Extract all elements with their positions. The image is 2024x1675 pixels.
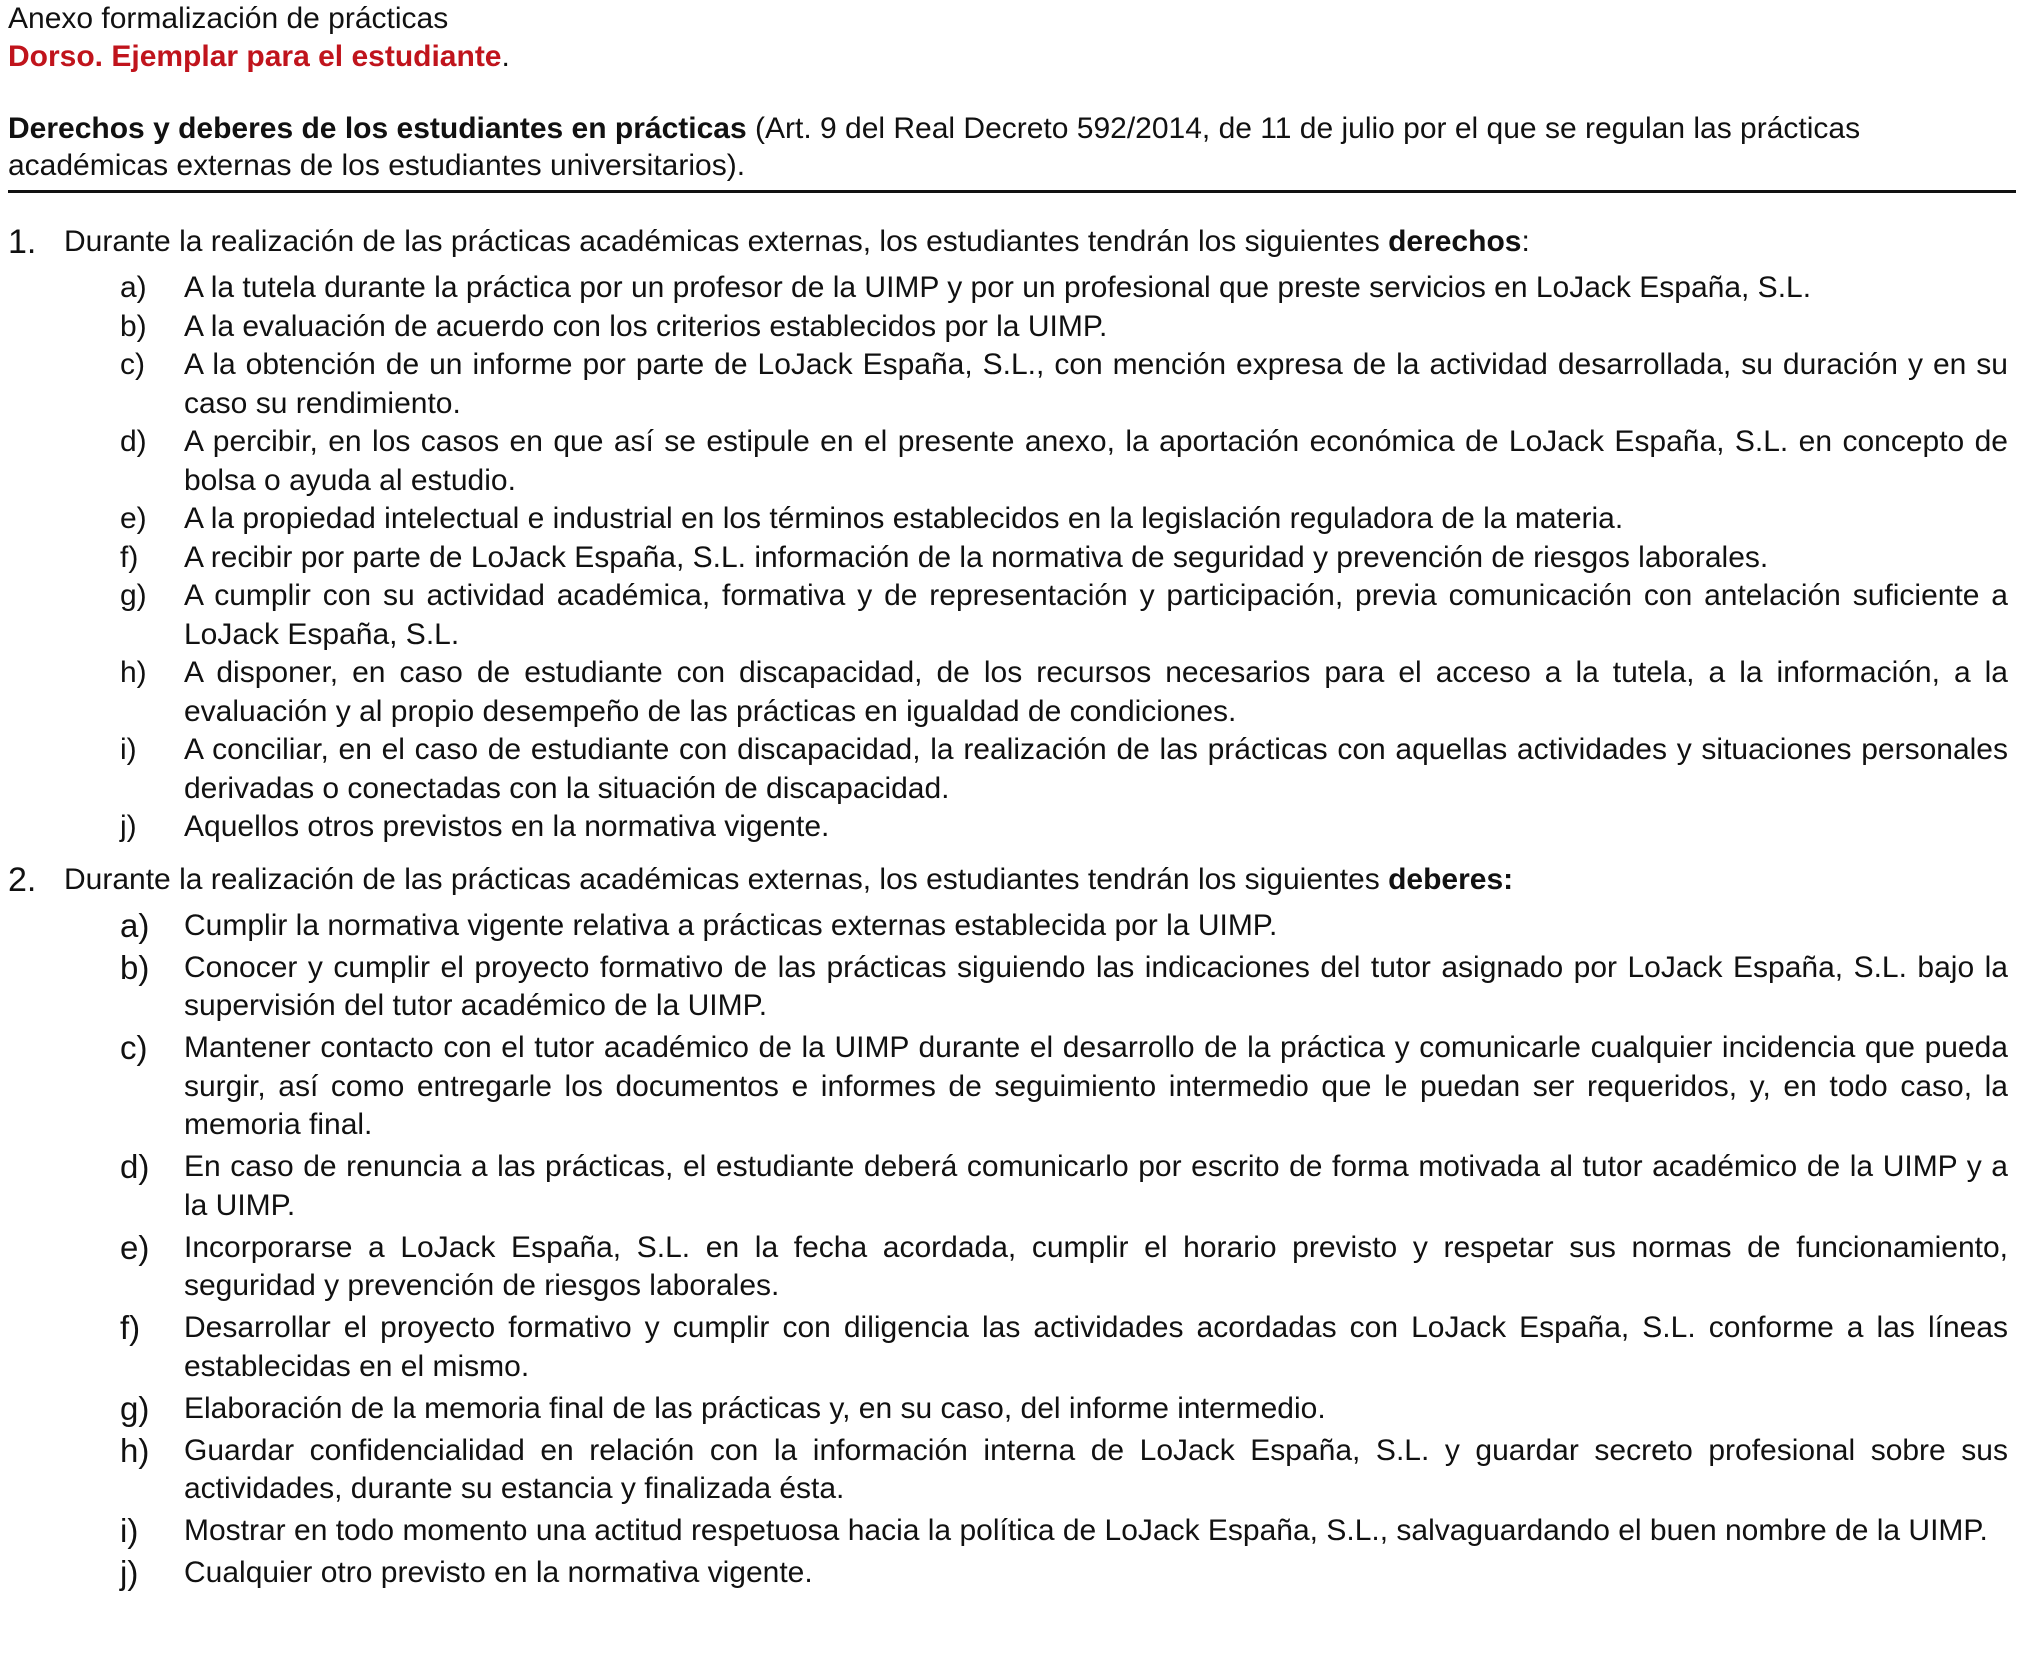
list-item <box>8 1390 2016 1429</box>
list-item-text: Aquellos otros previstos en la normativa vigente. <box>184 810 830 843</box>
section-tail: : <box>1521 225 1530 258</box>
list-item <box>8 1432 2016 1509</box>
list-item <box>8 1229 2016 1306</box>
list-item-marker: j) <box>120 1554 139 1591</box>
list-item-text: A cumplir con su actividad académica, formativa y de representación y participación, previa comunicación con antelación suficiente a LoJack España, S.L. <box>184 579 2008 651</box>
list-item <box>8 539 2016 578</box>
subtitle-dot: . <box>501 40 510 73</box>
list-item-marker: c) <box>120 1029 148 1066</box>
list-item-text: Mostrar en todo momento una actitud respetuosa hacia la política de LoJack España, S.L., salvaguardando el buen nombre de la UIMP. <box>184 1514 1988 1547</box>
section-keyword: derechos <box>1388 225 1522 258</box>
list-item-text: Cumplir la normativa vigente relativa a prácticas externas establecida por la UIMP. <box>184 908 1278 942</box>
list-item-text: Desarrollar el proyecto formativo y cumplir con diligencia las actividades acordadas con LoJack España, S.L. conforme a las líneas establecidas en el mismo. <box>184 1311 2008 1383</box>
list-item <box>8 1309 2016 1386</box>
list-item-marker: h) <box>120 1431 150 1469</box>
list-item-marker: b) <box>120 309 147 343</box>
list-item-marker: g) <box>120 1389 150 1427</box>
list-item-marker: b) <box>120 948 150 986</box>
list-item-text: Incorporarse a LoJack España, S.L. en la fecha acordada, cumplir el horario previsto y respetar sus normas de funcionamiento, seguridad y prevención de riesgos laborales. <box>184 1230 2008 1302</box>
list-item <box>8 731 2016 808</box>
section-lead: Durante la realización de las prácticas académicas externas, los estudiantes tendrán los siguientes <box>64 225 1389 258</box>
section-heading <box>8 861 2016 899</box>
section-duties <box>8 861 2016 1593</box>
list-item-marker: c) <box>120 348 145 381</box>
list-item-text: En caso de renuncia a las prácticas, el estudiante deberá comunicarlo por escrito de forma motivada al tutor académico de la UIMP y a la UIMP. <box>184 1150 2008 1222</box>
list-item <box>8 1512 2016 1551</box>
list-item-marker: d) <box>120 425 147 458</box>
intro-rest: (Art. 9 del Real Decreto 592/2014, de 11 de julio por el que se regulan las prácticas académicas externas de los estudiantes universitarios). <box>8 112 1861 182</box>
section-number: 1. <box>8 223 37 261</box>
section-keyword: deberes: <box>1388 862 1514 896</box>
list-item-marker: d) <box>120 1148 150 1185</box>
list-item-marker: i) <box>120 1512 139 1549</box>
list-item-text: A conciliar, en el caso de estudiante con discapacidad, la realización de las prácticas con aquellas actividades y situaciones personales derivadas o conectadas con la situación de discapacidad. <box>184 733 2008 805</box>
list-item <box>8 808 2016 847</box>
list-item-marker: i) <box>120 733 137 766</box>
list-item-marker: j) <box>120 810 137 843</box>
list-item <box>8 308 2016 347</box>
list-item-text: A la obtención de un informe por parte de LoJack España, S.L., con mención expresa de la actividad desarrollada, su duración y en su caso su rendimiento. <box>184 348 2008 420</box>
list-item-marker: f) <box>120 540 139 574</box>
list-item <box>8 500 2016 539</box>
list-item-text: A la tutela durante la práctica por un profesor de la UIMP y por un profesional que preste servicios en LoJack España, S.L. <box>184 271 1812 304</box>
section-heading <box>8 223 2016 261</box>
list-item <box>8 269 2016 308</box>
intro-bold: Derechos y deberes de los estudiantes en prácticas <box>8 112 747 145</box>
duties-list <box>8 907 2016 1593</box>
list-item-text: A percibir, en los casos en que así se estipule en el presente anexo, la aportación económica de LoJack España, S.L. en concepto de bolsa o ayuda al estudio. <box>184 425 2008 497</box>
list-item <box>8 1029 2016 1145</box>
list-item-marker: a) <box>120 271 147 304</box>
section-lead: Durante la realización de las prácticas académicas externas, los estudiantes tendrán los siguientes <box>64 862 1389 896</box>
subtitle-red-text: Dorso. Ejemplar para el estudiante <box>8 40 502 73</box>
list-item-text: A disponer, en caso de estudiante con discapacidad, de los recursos necesarios para el acceso a la tutela, a la información, a la evaluación y al propio desempeño de las prácticas en igualdad de condiciones. <box>184 656 2008 728</box>
list-item-text: Elaboración de la memoria final de las prácticas y, en su caso, del informe intermedio. <box>184 1391 1326 1425</box>
intro-paragraph <box>8 110 2016 193</box>
list-item-text: Cualquier otro previsto en la normativa vigente. <box>184 1556 813 1589</box>
list-item <box>8 907 2016 946</box>
list-item-marker: a) <box>120 906 150 944</box>
list-item <box>8 577 2016 654</box>
list-item-marker: f) <box>120 1309 141 1346</box>
list-item-marker: g) <box>120 579 147 612</box>
list-item-marker: h) <box>120 656 147 689</box>
list-item <box>8 1554 2016 1593</box>
list-item-text: A la propiedad intelectual e industrial en los términos establecidos en la legislación reguladora de la materia. <box>184 502 1624 535</box>
list-item-marker: e) <box>120 502 147 535</box>
section-rights <box>8 223 2016 847</box>
document-subtitle <box>8 38 2016 76</box>
list-item-text: Conocer y cumplir el proyecto formativo de las prácticas siguiendo las indicaciones del tutor asignado por LoJack España, S.L. bajo la supervisión del tutor académico de la UIMP. <box>184 950 2008 1022</box>
list-item <box>8 423 2016 500</box>
document-title: Anexo formalización de prácticas <box>8 2 449 35</box>
list-item-marker: e) <box>120 1228 150 1266</box>
list-item <box>8 346 2016 423</box>
list-item-text: Guardar confidencialidad en relación con la información interna de LoJack España, S.L. y guardar secreto profesional sobre sus actividades, durante su estancia y finalizada ésta. <box>184 1433 2008 1505</box>
list-item <box>8 1148 2016 1225</box>
document-page <box>8 0 2016 1596</box>
list-item <box>8 654 2016 731</box>
list-item-text: A la evaluación de acuerdo con los criterios establecidos por la UIMP. <box>184 309 1108 343</box>
list-item-text: Mantener contacto con el tutor académico de la UIMP durante el desarrollo de la práctica y comunicarle cualquier incidencia que pueda surgir, así como entregarle los documentos e informes de seguimiento intermedio que le puedan ser requeridos, y, en todo caso, la memoria final. <box>184 1031 2008 1141</box>
rights-list <box>8 269 2016 847</box>
list-item-text: A recibir por parte de LoJack España, S.L. información de la normativa de seguridad y prevención de riesgos laborales. <box>184 540 1769 574</box>
list-item <box>8 949 2016 1026</box>
section-number: 2. <box>8 860 37 899</box>
